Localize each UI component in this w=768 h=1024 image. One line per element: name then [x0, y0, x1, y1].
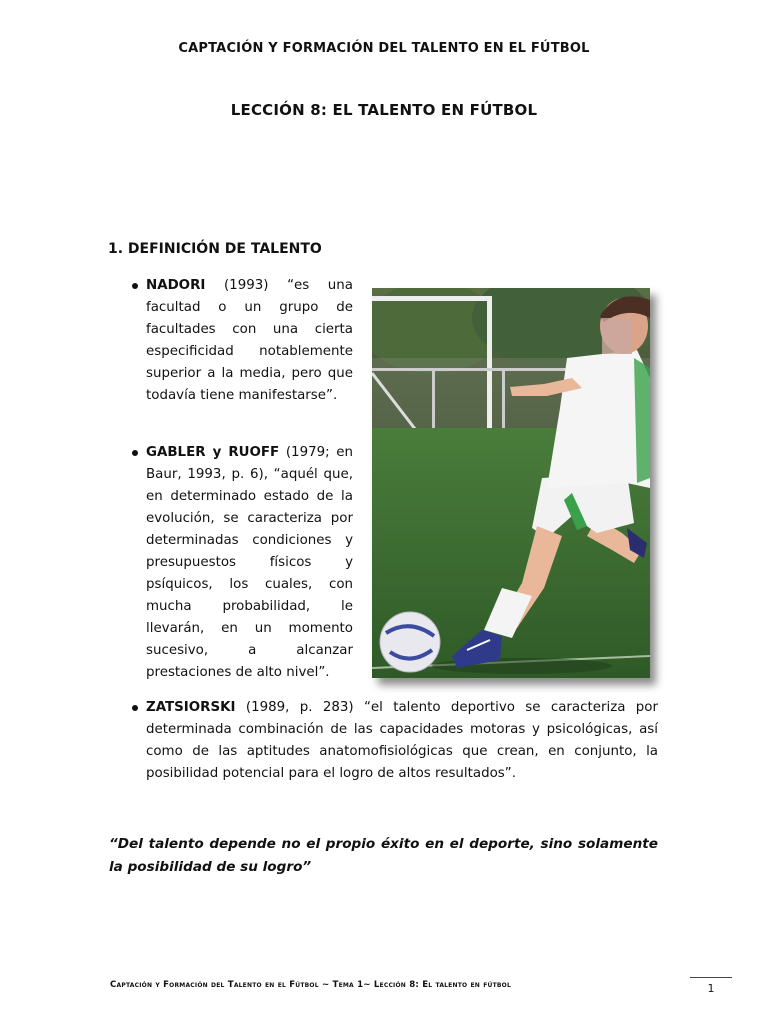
- lesson-title: LECCIÓN 8: EL TALENTO EN FÚTBOL: [230, 101, 538, 119]
- footer-divider: [690, 977, 732, 978]
- definition-author: GABLER y RUOFF: [146, 445, 280, 460]
- definition-text: (1989, p. 283) “el talento deportivo se caracteriza por determinada combinación de las capacidades motoras y psicológicas, así como de las aptitudes anatomofisiológicas que crean, en conjunto, la posibilidad potencial para el logro de altos resultados”.: [146, 700, 658, 781]
- quote: “Del talento depende no el propio éxito en el deporte, sino solamente la posibilidad de su logro”: [109, 836, 658, 875]
- bullet-dot: [132, 450, 138, 456]
- football-player-photo: [372, 288, 650, 678]
- definition-author: NADORI: [146, 278, 206, 293]
- definition-text: (1979; en Baur, 1993, p. 6), “aquél que, en determinado estado de la evolución, se caracteriza por determinadas condiciones y presupuestos físicos y psíquicos, los cuales, con mucha probabilidad, le llevarán, en un momento sucesivo, a alcanzar prestaciones de alto nivel”.: [146, 445, 353, 680]
- page-number: 1: [707, 982, 715, 995]
- running-header: CAPTACIÓN Y FORMACIÓN DEL TALENTO EN EL FÚTBOL: [178, 41, 590, 56]
- definition-gabler-ruoff: [146, 442, 353, 684]
- section-title: 1. DEFINICIÓN DE TALENTO: [108, 241, 322, 257]
- definition-nadori: [146, 275, 353, 407]
- footer-running-title: Captación y Formación del Talento en el Fútbol ~ Tema 1~ Lección 8: El talento en fútbol: [110, 980, 511, 990]
- definition-text: (1993) “es una facultad o un grupo de facultades con una cierta especificidad notablemente superior a la media, pero que todavía tiene manifestarse”.: [146, 278, 353, 403]
- bullet-dot: [132, 705, 138, 711]
- bullet-dot: [132, 283, 138, 289]
- definition-zatsiorski: [146, 697, 658, 785]
- definition-author: ZATSIORSKI: [146, 700, 236, 715]
